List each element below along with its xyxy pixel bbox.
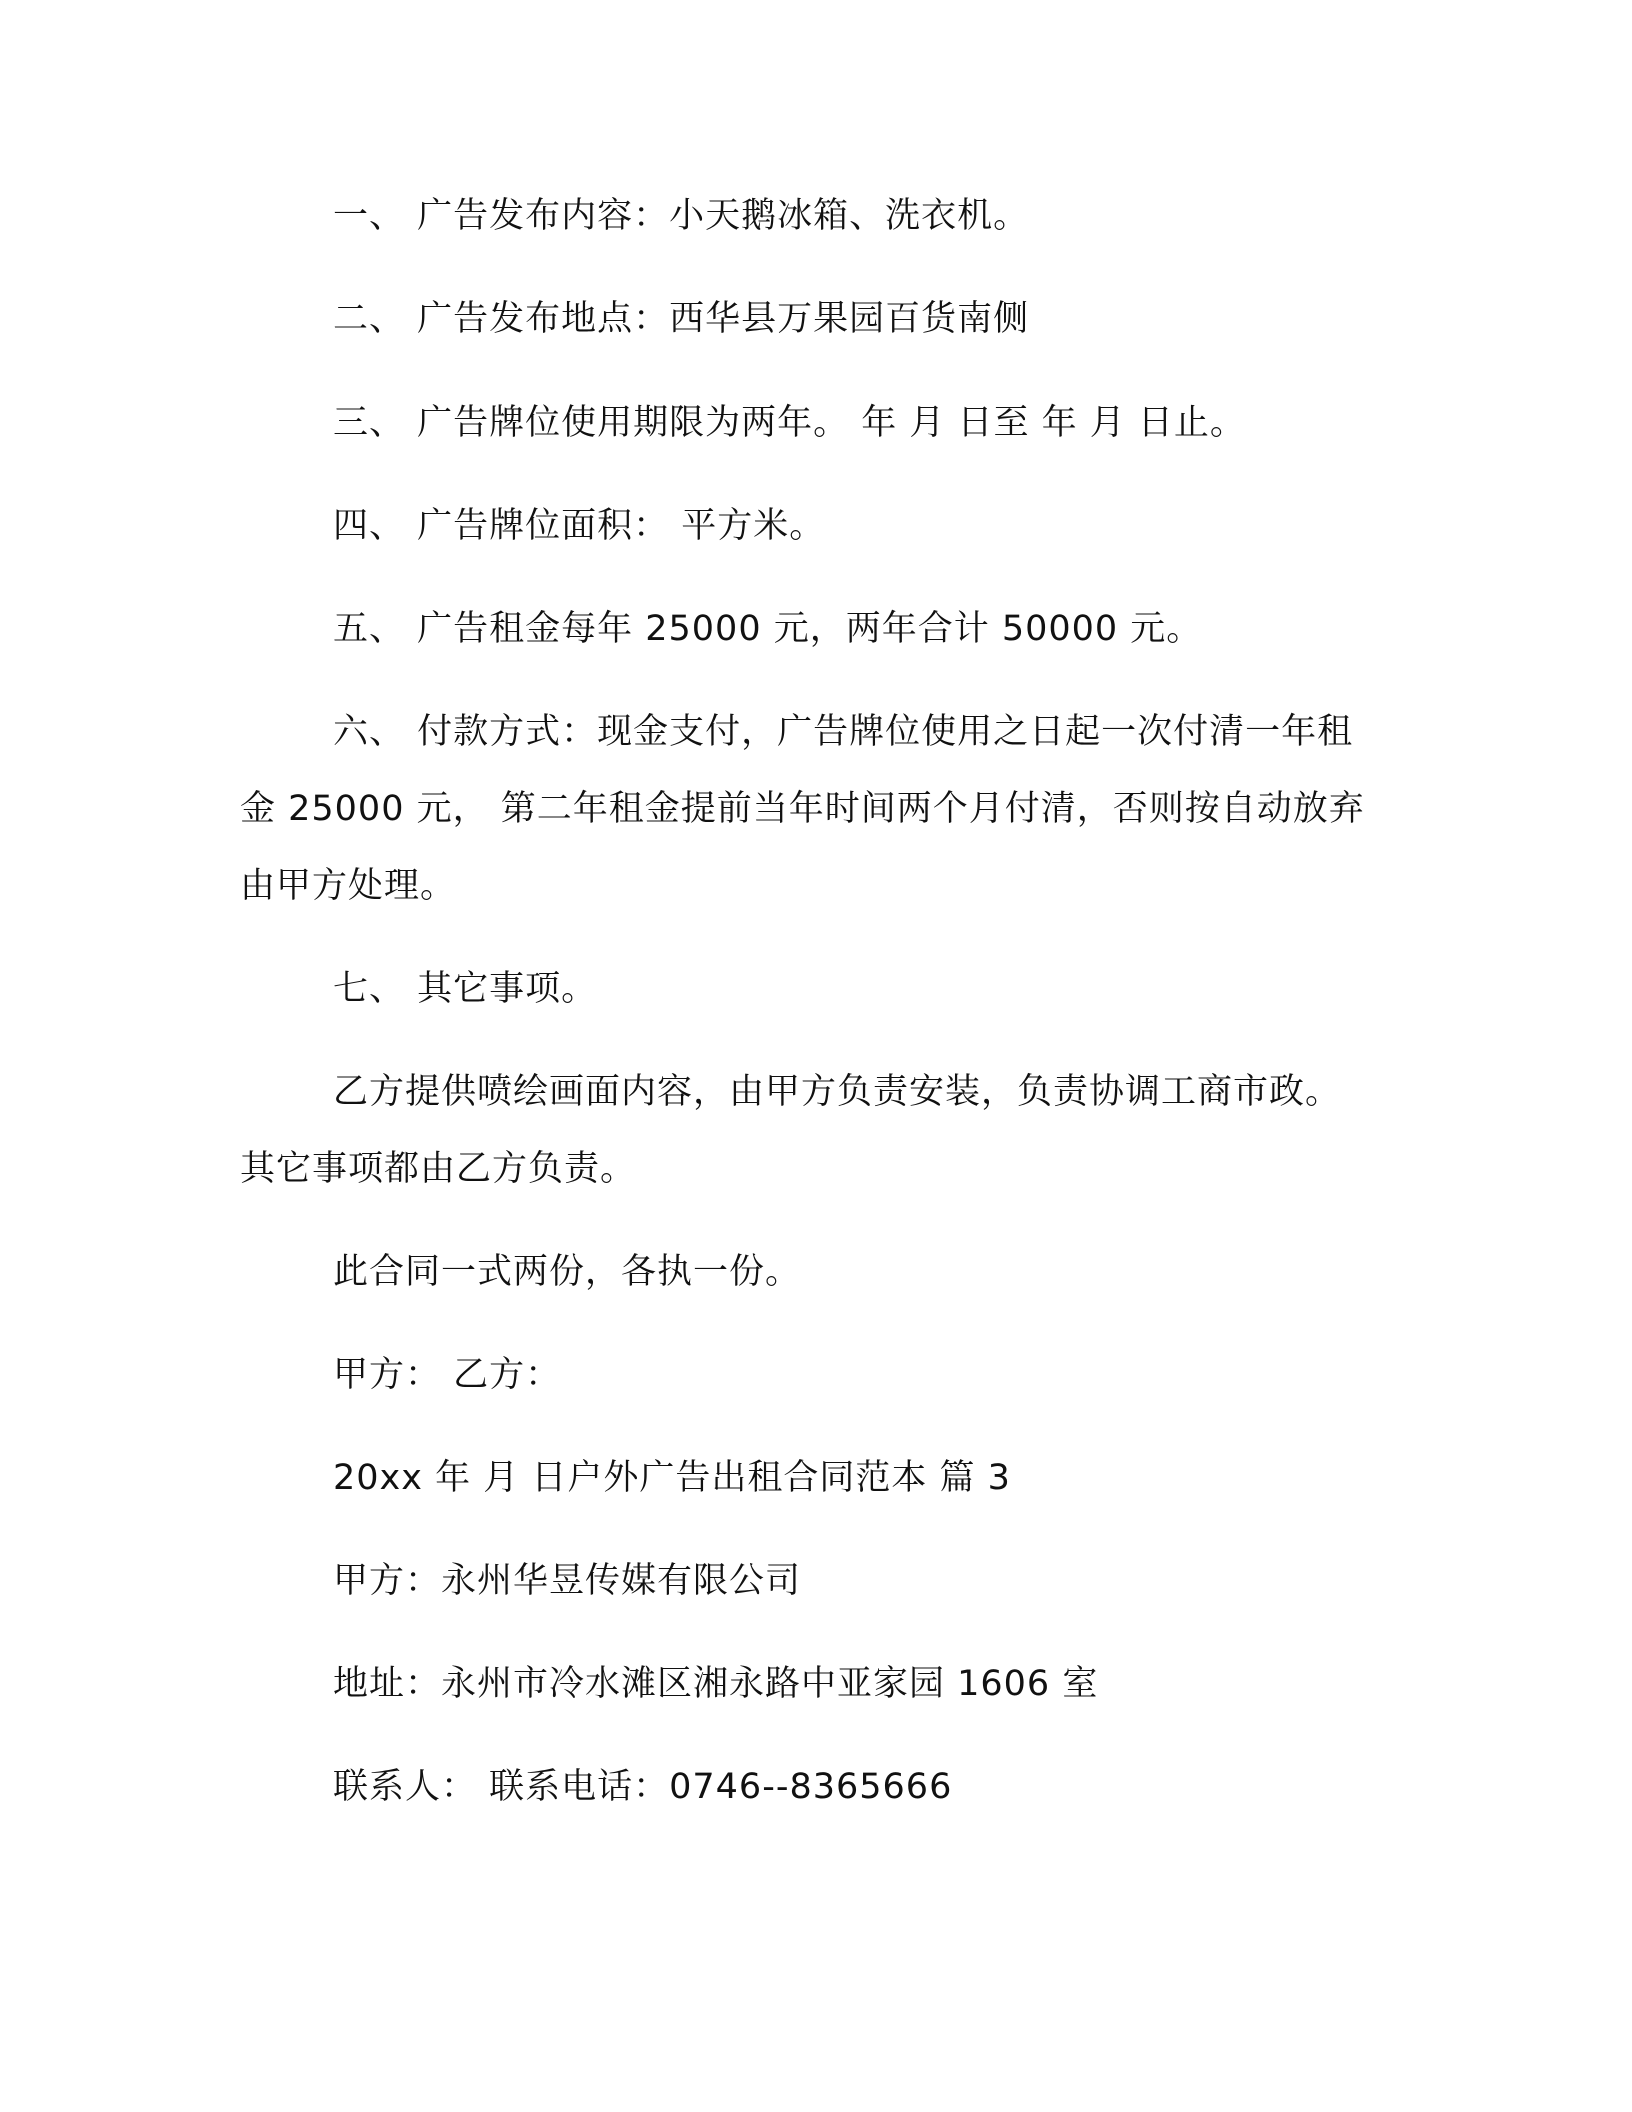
clause-3-term: 三、 广告牌位使用期限为两年。 年 月 日至 年 月 日止。 (333, 403, 1246, 443)
clause-5-rent: 五、 广告租金每年 25000 元，两年合计 50000 元。 (333, 609, 1203, 649)
party-a-address: 地址：永州市冷水滩区湘永路中亚家园 1606 室 (333, 1664, 1099, 1704)
other-terms-line-1: 乙方提供喷绘画面内容，由甲方负责安装，负责协调工商市政。 (333, 1072, 1342, 1112)
clause-4-area: 四、 广告牌位面积： 平方米。 (333, 506, 826, 546)
clause-6-payment-line-2: 金 25000 元， 第二年租金提前当年时间两个月付清，否则按自动放弃 (240, 789, 1365, 829)
copies-statement: 此合同一式两份，各执一份。 (333, 1252, 802, 1292)
clause-6-payment-line-1: 六、 付款方式：现金支付，广告牌位使用之日起一次付清一年租 (333, 712, 1354, 752)
signature-parties: 甲方： 乙方： (333, 1355, 562, 1395)
clause-1-content: 一、 广告发布内容：小天鹅冰箱、洗衣机。 (333, 196, 1030, 236)
section-heading: 20xx 年 月 日户外广告出租合同范本 篇 3 (333, 1458, 1011, 1498)
clause-6-payment-line-3: 由甲方处理。 (240, 866, 457, 906)
clause-7-other: 七、 其它事项。 (333, 969, 598, 1009)
party-a-contact: 联系人： 联系电话：0746--8365666 (333, 1767, 953, 1807)
other-terms-line-2: 其它事项都由乙方负责。 (240, 1149, 637, 1189)
party-a-name: 甲方：永州华昱传媒有限公司 (333, 1561, 802, 1601)
clause-2-location: 二、 广告发布地点：西华县万果园百货南侧 (333, 299, 1030, 339)
